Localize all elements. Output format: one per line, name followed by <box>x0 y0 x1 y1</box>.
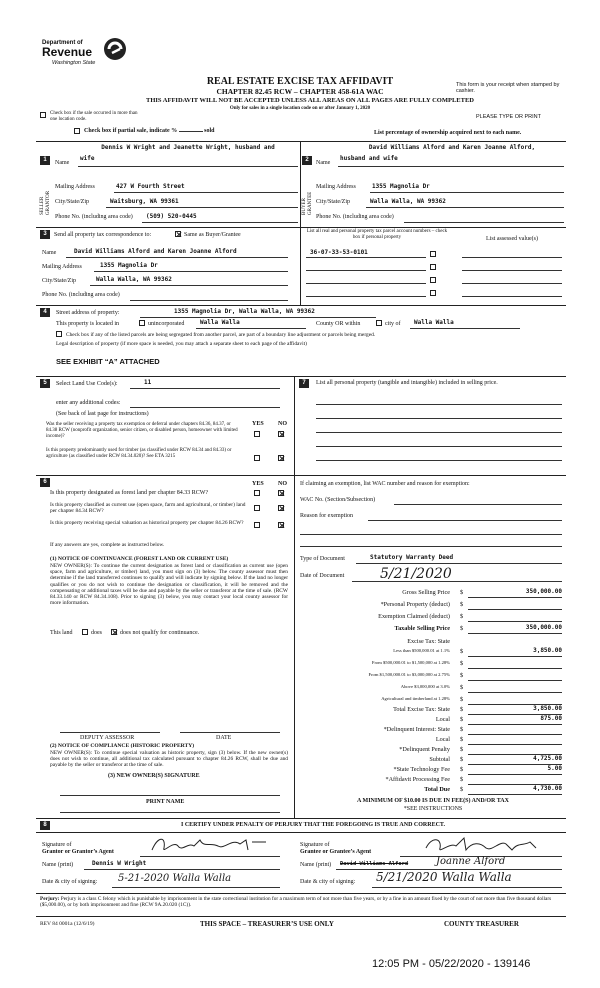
grantor-print-value[interactable]: Dennis W Wright <box>92 860 147 867</box>
total-excise-state-dollar-sign: $ <box>460 706 464 713</box>
land-does-not-label: does not qualify for continuance. <box>120 630 200 636</box>
bracket-2-label: From $500,000.01 to $1,500,000 at 1.28% <box>371 660 450 665</box>
correspondence-mailing-value[interactable]: 1355 Magnolia Dr <box>100 262 158 269</box>
city-of-value[interactable]: Walla Walla <box>414 319 454 326</box>
assessed-value-field-1[interactable] <box>462 257 562 258</box>
section-8-number: 8 <box>40 821 50 830</box>
seller-name-line1[interactable]: Dennis W Wright and Jeanette Wright, husband and <box>101 144 275 151</box>
state-technology-fee-label: *State Technology Fee <box>393 766 450 773</box>
notice-compliance-title: (2) NOTICE OF COMPLIANCE (HISTORIC PROPERTY) <box>50 743 195 749</box>
land-does-not-checkbox[interactable] <box>111 629 117 635</box>
personal-property-label: List all personal property (tangible and intangible) included in selling price. <box>316 380 498 386</box>
section-6-yes-header: YES <box>252 481 264 487</box>
personal-property-checkbox-4[interactable] <box>430 290 436 296</box>
seller-name-label: Name <box>55 160 70 166</box>
seller-side-label: SELLER GRANTOR <box>40 190 51 215</box>
gross-selling-price-label: Gross Selling Price <box>402 589 450 596</box>
state-technology-fee-dollar-sign: $ <box>460 766 464 773</box>
seller-city-label: City/State/Zip <box>55 199 89 205</box>
parcel-number-1[interactable]: 36-07-33-53-0101 <box>310 249 368 256</box>
land-use-code-value[interactable]: 11 <box>144 379 152 386</box>
deputy-assessor-label: DEPUTY ASSESSOR <box>80 735 135 741</box>
section-6-q1-yes-checkbox[interactable] <box>254 490 260 496</box>
seller-mailing-label: Mailing Address <box>55 184 95 190</box>
deputy-date-label: DATE <box>216 735 232 741</box>
section-6-q3-yes-checkbox[interactable] <box>254 522 260 528</box>
new-owner-signature-label: (3) NEW OWNER(S) SIGNATURE <box>108 773 200 779</box>
land-does-checkbox[interactable] <box>82 629 88 635</box>
certify-statement: I CERTIFY UNDER PENALTY OF PERJURY THAT THE FOREGOING IS TRUE AND CORRECT. <box>180 822 445 828</box>
seller-mailing-value[interactable]: 427 W Fourth Street <box>116 183 185 190</box>
located-in-label: This property is located in <box>56 321 119 327</box>
total-due-dollar-sign: $ <box>460 786 464 793</box>
wac-no-label: WAC No. (Section/Subsection) <box>300 497 376 503</box>
form-revision: REV 84 0001a (12/6/19) <box>40 921 95 927</box>
section-5-q1-no-checkbox[interactable] <box>278 431 284 437</box>
assessed-value-field-2[interactable] <box>462 270 562 271</box>
land-does-label: does <box>91 630 102 636</box>
grantee-date-city-value[interactable]: 5/21/2020 Walla Walla <box>376 870 512 884</box>
same-as-buyer-checkbox[interactable] <box>175 231 181 237</box>
notice-continuance-body: NEW OWNER(S): To continue the current designation as forest land or classification as current use (open space, farm and agriculture, or timber) land, you must sign on (3) below. The county assessor must then determine if the land transferred continues to qualify and will indicate by signing below. If the land no longer qualifies or you do not wish to continue the designation or classification, it will be removed and the compensating or additional taxes will be due and payable by the seller or transferor at the time of sale. (RCW 84.33.140 or RCW 84.34.108). Prior to signing (3) below, you may contact your local county assessor for more information. <box>50 563 288 607</box>
street-address-value[interactable]: 1355 Magnolia Dr, Walla Walla, WA 99362 <box>174 308 315 315</box>
receipt-note: This form is your receipt when stamped by cashier. <box>456 82 560 95</box>
grantor-date-city-label: Date & city of signing: <box>42 879 98 885</box>
subtotal-value[interactable]: 4,725.00 <box>533 755 562 762</box>
seller-name-line2[interactable]: wife <box>80 155 95 162</box>
buyer-mailing-value[interactable]: 1355 Magnolia Dr <box>372 183 430 190</box>
minimum-due-note: A MINIMUM OF $10.00 IS DUE IN FEE(S) AND/OR TAX <box>357 798 509 804</box>
personal-property-checkbox-3[interactable] <box>430 277 436 283</box>
see-exhibit-a: SEE EXHIBIT “A” ATTACHED <box>56 357 160 366</box>
correspondence-city-value[interactable]: Walla Walla, WA 99362 <box>96 276 172 283</box>
section-5-q2-no-checkbox[interactable] <box>278 455 284 461</box>
section-6-q2: Is this property classified as current use (open space, farm and agricultural, or timber) land per chapter 84.34 RCW? <box>50 502 246 515</box>
buyer-name-line2[interactable]: husband and wife <box>340 155 398 162</box>
multi-location-checkbox[interactable] <box>40 112 46 118</box>
taxable-selling-price-dollar-sign: $ <box>460 625 464 632</box>
personal-property-checkbox-2[interactable] <box>430 264 436 270</box>
section-6-q2-no-checkbox[interactable] <box>278 505 284 511</box>
send-correspondence-label: Send all property tax correspondence to: <box>54 232 152 238</box>
ownership-note: List percentage of ownership acquired next to each name. <box>374 130 522 136</box>
buyer-side-label: BUYER GRANTEE <box>302 191 313 215</box>
grantee-date-city-label: Date & city of signing: <box>300 879 356 885</box>
segregated-note: Check box if any of the listed parcels are being segregated from another parcel, are part of a boundary line adjustment or parcels being merged. <box>66 332 376 338</box>
segregated-checkbox[interactable] <box>56 331 62 337</box>
grantee-print-label: Name (print) <box>300 862 332 868</box>
bracket-ag-timber-label: Agricultural and timberland at 1.28% <box>381 696 450 701</box>
seller-phone-value[interactable]: (509) 520-0445 <box>146 213 197 220</box>
partial-sale-text: Check box if partial sale, indicate % <box>84 128 178 134</box>
bracket-1-dollar-sign: $ <box>460 648 464 655</box>
section-6-q3-no-checkbox[interactable] <box>278 522 284 528</box>
affidavit-processing-fee-label: *Affidavit Processing Fee <box>385 776 450 783</box>
dor-logo-line3: Washington State <box>52 60 96 66</box>
taxable-selling-price-label: Taxable Selling Price <box>394 625 450 632</box>
buyer-phone-label: Phone No. (including area code) <box>316 214 394 220</box>
partial-sale-label <box>84 128 215 135</box>
county-or-within-label: County OR within <box>316 321 361 327</box>
assessed-header: List assessed value(s) <box>486 236 538 242</box>
section-6-q2-yes-checkbox[interactable] <box>254 505 260 511</box>
section-5-yes-header: YES <box>252 421 264 427</box>
perjury-notice <box>40 896 564 908</box>
subtotal-dollar-sign: $ <box>460 756 464 763</box>
delinquent-penalty-dollar-sign: $ <box>460 746 464 753</box>
section-2-number: 2 <box>302 156 312 165</box>
excise-tax-state-label: Excise Tax: State <box>407 638 450 645</box>
land-use-label: Select Land Use Code(s): <box>56 381 118 387</box>
recording-stamp: 12:05 PM - 05/22/2020 - 139146 <box>372 958 531 970</box>
section-5-no-header: NO <box>278 421 287 427</box>
treasurer-use-only: THIS SPACE – TREASURER’S USE ONLY <box>200 920 334 928</box>
gross-selling-price-value[interactable]: 350,000.00 <box>525 588 562 595</box>
correspondence-phone-label: Phone No. (including area code) <box>42 292 120 298</box>
correspondence-mailing-label: Mailing Address <box>42 264 82 270</box>
city-of-checkbox[interactable] <box>376 320 382 326</box>
section-5-q1-yes-checkbox[interactable] <box>254 431 260 437</box>
section-5-q1: Was the seller receiving a property tax exemption or deferral under chapters 84.36, 84.37, or 84.38 RCW (nonprofit organization, senior citizen, or disabled person, homeowner with limited income)? <box>46 422 238 439</box>
bracket-2-dollar-sign: $ <box>460 660 464 667</box>
county-value[interactable]: Walla Walla <box>200 319 240 326</box>
local-tax-dollar-sign: $ <box>460 716 464 723</box>
exemption-reason-label: Reason for exemption <box>300 513 353 519</box>
grantee-print-struck: David Williams Alford <box>340 861 409 867</box>
total-excise-state-label: Total Excise Tax: State <box>393 706 450 713</box>
print-name-label: PRINT NAME <box>146 799 185 805</box>
correspondence-name-value[interactable]: David Williams Alford and Karen Joanne Alford <box>74 248 237 255</box>
notice-compliance-body: NEW OWNER(S): To continue special valuation as historic property, sign (3) below. If the new owner(s) does not wish to continue, all additional tax calculated pursuant to chapter 84.26 RCW, shall be due and payable by the seller or transferor at the time of sale. <box>50 750 288 769</box>
assessed-value-field-3[interactable] <box>462 283 562 284</box>
see-instructions-note: *SEE INSTRUCTIONS <box>403 806 463 812</box>
subtotal-label: Subtotal <box>429 756 450 763</box>
partial-sale-percent-field[interactable] <box>179 131 203 132</box>
correspondence-name-label: Name <box>42 250 57 256</box>
section-5-number: 5 <box>40 379 50 388</box>
affidavit-processing-fee-dollar-sign: $ <box>460 776 464 783</box>
bracket-4-label: Above $3,000,000 at 3.0% <box>400 684 450 689</box>
delinquent-interest-local-dollar-sign: $ <box>460 736 464 743</box>
seller-city-value[interactable]: Waitsburg, WA 99361 <box>110 198 179 205</box>
grantor-signature-label-1: Signature of <box>42 842 72 848</box>
taxable-selling-price-value[interactable]: 350,000.00 <box>525 624 562 631</box>
delinquent-interest-state-label: *Delinquent Interest: State <box>383 726 450 733</box>
document-date-label: Date of Document <box>300 573 345 579</box>
section-7-number: 7 <box>299 379 309 388</box>
perjury-title: Perjury: <box>40 896 60 902</box>
section-1-number: 1 <box>40 156 50 165</box>
assessed-value-field-4[interactable] <box>462 296 562 297</box>
bracket-3-dollar-sign: $ <box>460 672 464 679</box>
notice-continuance-title: (1) NOTICE OF CONTINUANCE (FOREST LAND OR CURRENT USE) <box>50 556 229 562</box>
if-yes-instruction: If any answers are yes, complete as instructed below. <box>50 542 165 548</box>
section-5-q2-yes-checkbox[interactable] <box>254 455 260 461</box>
section-6-no-header: NO <box>278 481 287 487</box>
section-6-number: 6 <box>40 478 50 487</box>
grantor-signature-label-2: Grantor or Grantor’s Agent <box>42 849 114 855</box>
grantee-signature-label-1: Signature of <box>300 842 330 848</box>
exemption-claim-label: If claiming an exemption, list WAC number and reason for exemption: <box>300 481 470 487</box>
bracket-1-value[interactable]: 3,850.00 <box>533 647 562 654</box>
bracket-4-dollar-sign: $ <box>460 684 464 691</box>
grantor-signature[interactable] <box>148 834 278 856</box>
county-treasurer: COUNTY TREASURER <box>444 920 519 928</box>
form-warning: THIS AFFIDAVIT WILL NOT BE ACCEPTED UNLESS ALL AREAS ON ALL PAGES ARE FULLY COMPLETED <box>146 97 474 104</box>
bracket-1-label: Less than $500,000.01 at 1.1% <box>393 648 450 653</box>
this-land-label: This land <box>50 630 73 636</box>
bracket-ag-timber-dollar-sign: $ <box>460 696 464 703</box>
please-type-note: PLEASE TYPE OR PRINT <box>476 114 542 120</box>
buyer-mailing-label: Mailing Address <box>316 184 356 190</box>
buyer-name-label: Name <box>316 160 331 166</box>
form-title: REAL ESTATE EXCISE TAX AFFIDAVIT <box>206 76 394 87</box>
buyer-name-line1[interactable]: David Williams Alford and Karen Joanne Alford, <box>368 144 536 151</box>
partial-sale-checkbox[interactable] <box>74 128 80 134</box>
delinquent-interest-state-dollar-sign: $ <box>460 726 464 733</box>
dor-logo-icon <box>102 36 128 62</box>
delinquent-penalty-label: *Delinquent Penalty <box>399 746 450 753</box>
document-date-value[interactable]: 5/21/2020 <box>380 566 452 582</box>
additional-codes-label: enter any additional codes: <box>56 400 121 406</box>
section-6-q3: Is this property receiving special valuation as historical property per chapter 84.26 RCW? <box>50 520 244 526</box>
perjury-text: Perjury is a class C felony which is punishable by imprisonment in the state correctional institution for a maximum term of not more than five years, or by a fine in an amount fixed by the court of not more than five thousand dollars ($5,000.00), or by both imprisonment and fine (RCW 9A.20.020 (1C)). <box>40 896 552 909</box>
personal-property-deduct-dollar-sign: $ <box>460 601 464 608</box>
unincorporated-checkbox[interactable] <box>139 320 145 326</box>
bracket-3-label: From $1,500,000.01 to $3,000,000 at 2.75% <box>368 672 450 677</box>
local-tax-label: Local <box>435 716 450 723</box>
unincorporated-label: unincorporated <box>148 321 185 327</box>
document-type-label: Type of Document <box>300 556 345 562</box>
seller-phone-label: Phone No. (including area code) <box>55 214 133 220</box>
street-address-label: Street address of property: <box>56 310 120 316</box>
dor-logo-line1: Department of <box>42 40 83 46</box>
dor-logo <box>38 36 134 72</box>
document-type-value[interactable]: Statutory Warranty Deed <box>370 554 454 561</box>
state-technology-fee-value[interactable]: 5.00 <box>547 765 562 772</box>
grantor-date-city-value[interactable]: 5-21-2020 Walla Walla <box>118 873 232 884</box>
legal-description-label: Legal description of property (if more space is needed, you may attach a separate sheet to each page of the affidavit) <box>56 341 307 347</box>
buyer-city-value[interactable]: Walla Walla, WA 99362 <box>370 198 446 205</box>
section-6-q1: Is this property designated as forest land per chapter 84.33 RCW? <box>50 490 209 496</box>
total-due-value[interactable]: 4,730.00 <box>533 785 562 792</box>
only-for-sales-note: Only for sales in a single location code on or after January 1, 2020 <box>229 106 371 111</box>
section-5-q2: Is this property predominantly used for timber (as classified under RCW 84.34 and 84.33) or agriculture (as classified under RCW 84.34.020)? See ETA 3215 <box>46 448 232 459</box>
same-as-buyer-label: Same as Buyer/Grantee <box>184 232 241 238</box>
exemption-claimed-deduct-label: Exemption Claimed (deduct) <box>378 613 450 620</box>
total-excise-state-value[interactable]: 3,850.00 <box>533 705 562 712</box>
form-subtitle: CHAPTER 82.45 RCW – CHAPTER 458-61A WAC <box>216 87 384 96</box>
partial-sale-sold: sold <box>204 128 215 134</box>
gross-selling-price-dollar-sign: $ <box>460 589 464 596</box>
dor-logo-line2: Revenue <box>42 45 93 59</box>
grantee-signature[interactable] <box>420 834 550 856</box>
correspondence-city-label: City/State/Zip <box>42 278 76 284</box>
personal-property-deduct-label: *Personal Property (deduct) <box>380 601 450 608</box>
grantee-signature-label-2: Grantee or Grantee’s Agent <box>300 849 372 855</box>
section-3-number: 3 <box>40 230 50 239</box>
delinquent-interest-local-label: Local <box>435 736 450 743</box>
grantee-print-handwritten[interactable]: Joanne Alford <box>436 856 506 867</box>
local-tax-value[interactable]: 875.00 <box>540 715 562 722</box>
buyer-city-label: City/State/Zip <box>316 199 350 205</box>
parcel-header: List all real and personal property tax parcel account numbers – check box if personal property <box>306 229 448 240</box>
grantor-print-label: Name (print) <box>42 862 74 868</box>
see-back-instructions: (See back of last page for instructions) <box>56 411 149 417</box>
personal-property-checkbox-1[interactable] <box>430 251 436 257</box>
total-due-label: Total Due <box>424 786 450 793</box>
section-4-number: 4 <box>40 308 50 317</box>
exemption-claimed-deduct-dollar-sign: $ <box>460 613 464 620</box>
city-of-label: city of <box>385 321 401 327</box>
section-6-q1-no-checkbox[interactable] <box>278 490 284 496</box>
multi-location-label: Check box if the sale occurred in more than one location code. <box>50 111 138 122</box>
